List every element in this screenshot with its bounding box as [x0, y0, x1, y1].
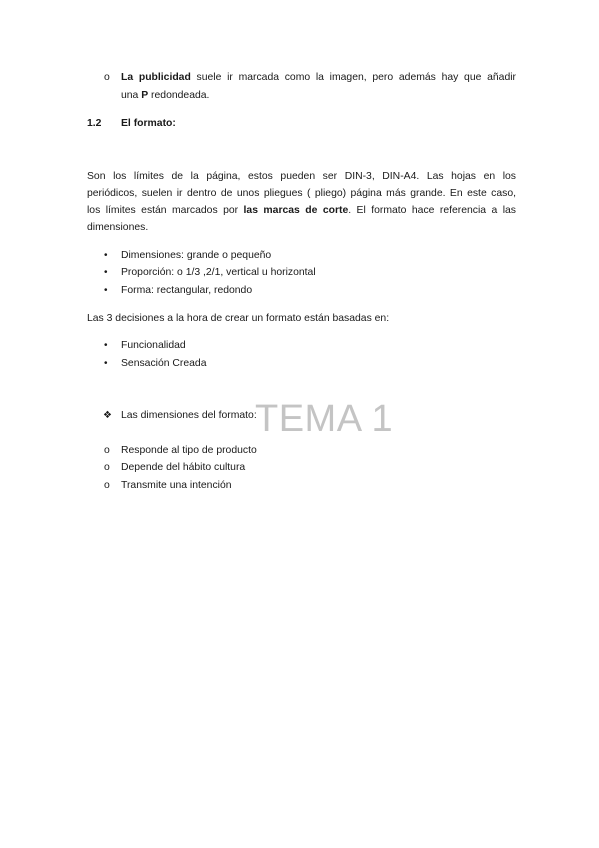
paragraph-line-1: Son los límites de la página, estos pueden ser DIN-3, DIN-A4. Las hojas en los	[87, 171, 516, 182]
list-item: Funcionalidad	[121, 340, 186, 351]
paragraph-line-3: los límites están marcados por las marcas de corte. El formato hace referencia a las	[87, 205, 516, 216]
subheading: Las dimensiones del formato:	[121, 410, 257, 421]
decisions-intro: Las 3 decisiones a la hora de crear un formato están basadas en:	[87, 313, 390, 324]
diamond-bullet-icon: ❖	[103, 410, 112, 421]
list-marker-circle: o	[104, 72, 110, 83]
list-marker-circle: o	[104, 480, 110, 491]
list-marker-circle: o	[104, 445, 110, 456]
list-item: Forma: rectangular, redondo	[121, 285, 253, 296]
list-marker-bullet: •	[104, 340, 108, 351]
intro-bullet-line-1: La publicidad suele ir marcada como la imagen, pero además hay que añadir	[121, 72, 516, 83]
list-marker-bullet: •	[104, 285, 108, 296]
list-item: Sensación Creada	[121, 358, 207, 369]
paragraph-line-2: periódicos, suelen ir dentro de unos pliegues ( pliego) página más grande. En este caso,	[87, 188, 516, 199]
bold-phrase: las marcas de corte	[243, 205, 349, 216]
list-marker-bullet: •	[104, 250, 108, 261]
list-marker-bullet: •	[104, 358, 108, 369]
list-marker-bullet: •	[104, 267, 108, 278]
list-item: Dimensiones: grande o pequeño	[121, 250, 272, 261]
list-item: Responde al tipo de producto	[121, 445, 257, 456]
section-title: El formato:	[121, 118, 176, 129]
bold-lead: La publicidad	[121, 72, 191, 83]
list-item: Transmite una intención	[121, 480, 232, 491]
list-item: Depende del hábito cultura	[121, 462, 246, 473]
paragraph-line-4: dimensiones.	[87, 222, 149, 233]
watermark: TEMA 1	[255, 398, 394, 440]
list-item: Proporción: o 1/3 ,2/1, vertical u horizontal	[121, 267, 316, 278]
section-number: 1.2	[87, 118, 102, 129]
intro-bullet-line-2: una P redondeada.	[121, 90, 210, 101]
list-marker-circle: o	[104, 462, 110, 473]
